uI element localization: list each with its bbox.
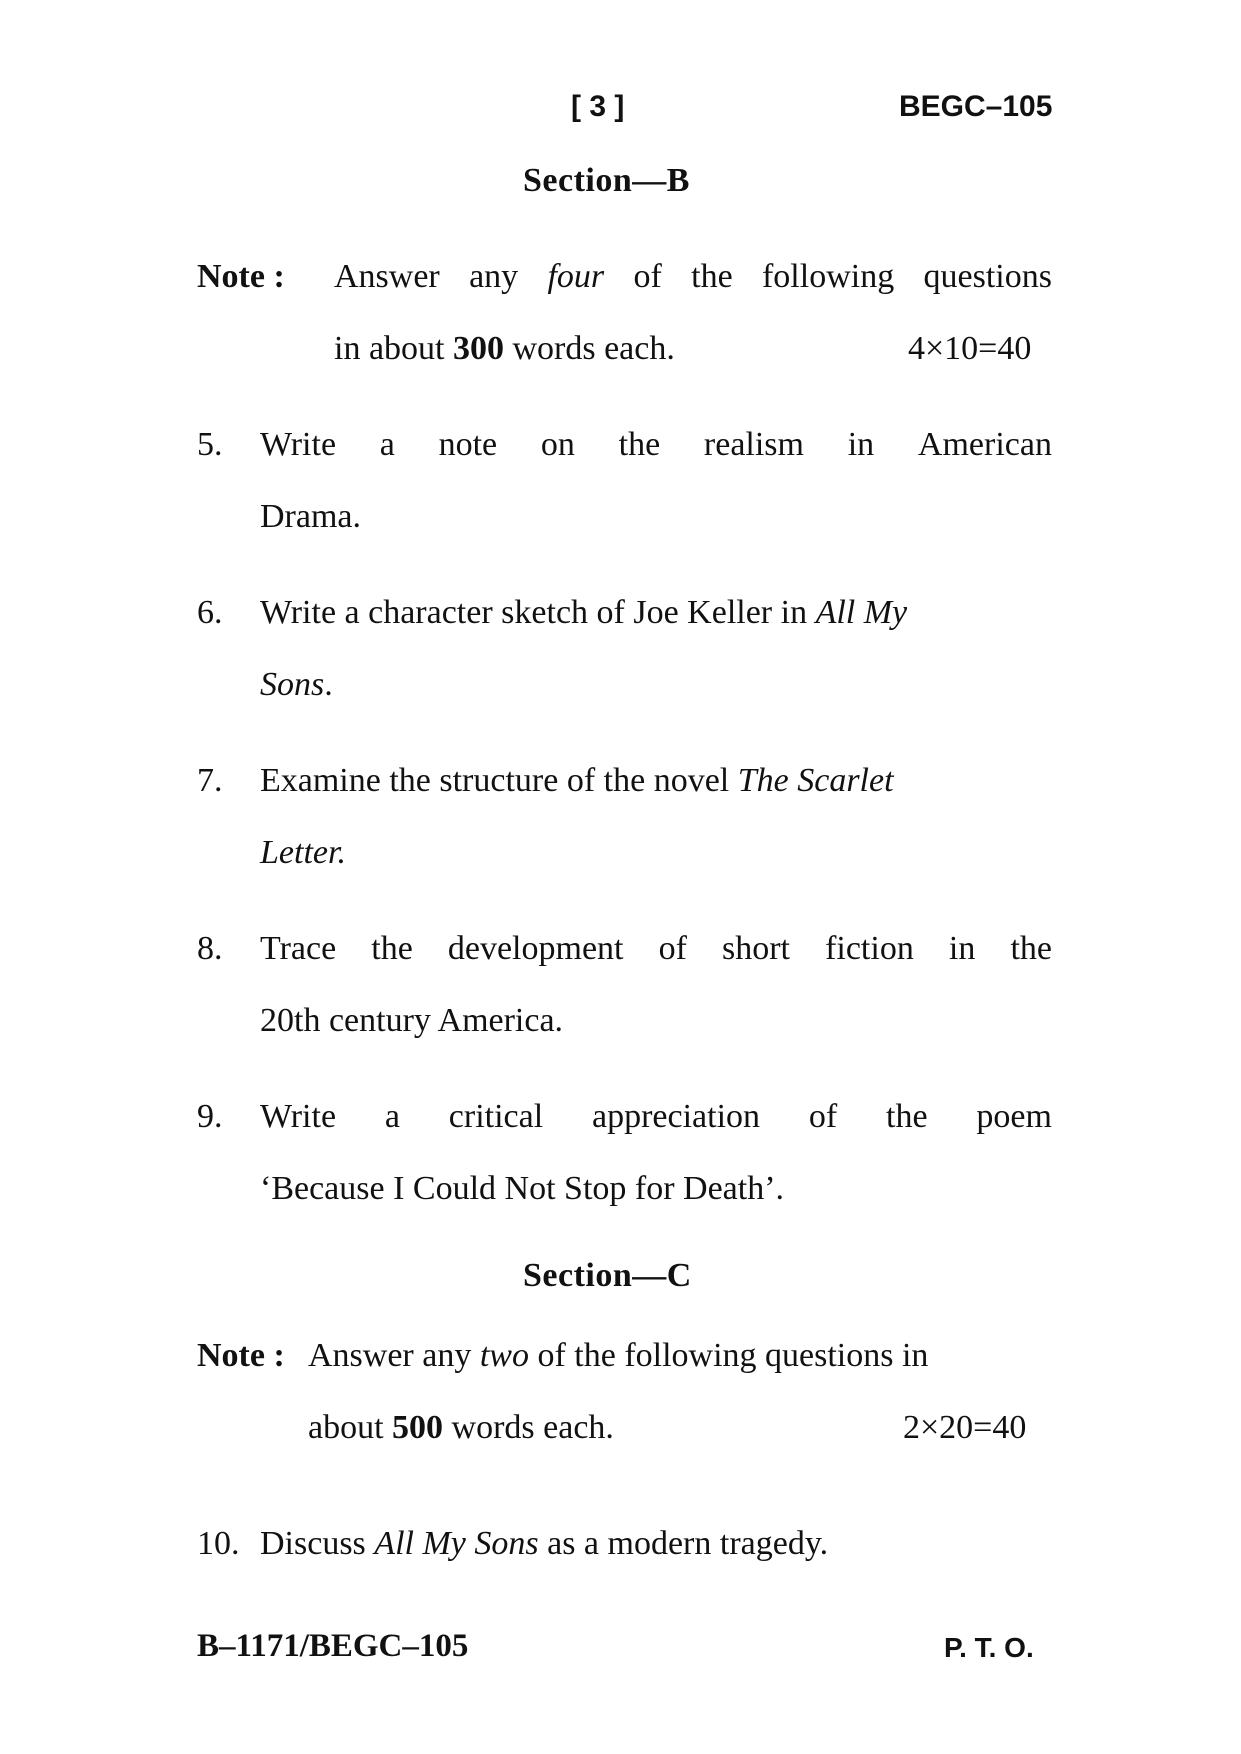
footer-pto: P. T. O.	[944, 1632, 1034, 1663]
question-7-number: 7.	[197, 762, 223, 799]
question-8-line1: Trace the development of short fiction in the	[260, 930, 1052, 967]
question-9-line2: ‘Because I Could Not Stop for Death’.	[260, 1170, 785, 1207]
section-c-marks: 2×20=40	[903, 1409, 1027, 1446]
question-7-line2: Letter.	[260, 834, 346, 871]
question-6-line1: Write a character sketch of Joe Keller in All My	[260, 594, 908, 631]
section-b-note-label: Note :	[197, 258, 285, 295]
question-10-text: Discuss All My Sons as a modern tragedy.	[260, 1525, 829, 1562]
question-8-line2: 20th century America.	[260, 1002, 564, 1039]
question-5-line1: Write a note on the realism in American	[260, 426, 1052, 463]
question-9-line1: Write a critical appreciation of the poem	[260, 1098, 1052, 1135]
question-10-number: 10.	[197, 1525, 240, 1562]
question-5-line2: Drama.	[260, 498, 362, 535]
section-b-heading: Section—B	[523, 162, 690, 199]
section-b-note-line2: in about 300 words each.	[334, 330, 675, 367]
section-b-marks: 4×10=40	[908, 330, 1032, 367]
question-7-line1: Examine the structure of the novel The Scarlet	[260, 762, 894, 799]
section-c-note-line1: Answer any two of the following questions in	[308, 1337, 929, 1374]
section-c-heading: Section—C	[523, 1257, 692, 1294]
section-c-note-line2: about 500 words each.	[308, 1409, 614, 1446]
question-9-number: 9.	[197, 1098, 223, 1135]
section-c-note-label: Note :	[197, 1337, 285, 1374]
page-number: [ 3 ]	[571, 90, 625, 123]
question-6-line2: Sons.	[260, 666, 333, 703]
question-6-number: 6.	[197, 594, 223, 631]
section-b-note-line1: Answer any four of the following questions	[334, 258, 1052, 295]
question-5-number: 5.	[197, 426, 223, 463]
paper-code-header: BEGC–105	[899, 90, 1053, 123]
question-8-number: 8.	[197, 930, 223, 967]
footer-paper-code: B–1171/BEGC–105	[197, 1628, 469, 1664]
